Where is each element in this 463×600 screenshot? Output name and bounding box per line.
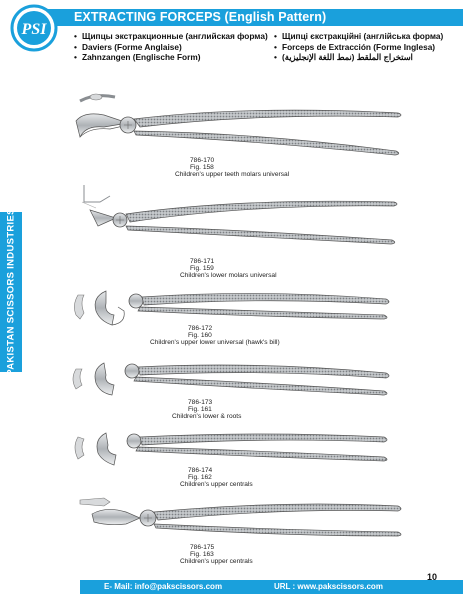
- language-item: • Daviers (Forme Anglaise): [74, 41, 182, 52]
- page-number: 10: [427, 572, 438, 582]
- side-tab-label: PAKISTAN SCISSORS INDUSTRIES: [5, 208, 17, 376]
- product-fig: Fig. 162: [188, 474, 212, 481]
- footer-url[interactable]: URL : www.pakscissors.com: [274, 582, 383, 591]
- forceps-image: [0, 85, 463, 185]
- product-item: [0, 355, 463, 430]
- product-description: Children's upper teeth molars universal: [175, 171, 290, 178]
- language-item: • Zahnzangen (Englische Form): [74, 52, 201, 62]
- svg-text:PSI: PSI: [21, 21, 47, 38]
- product-item: [0, 425, 463, 495]
- product-item: [0, 85, 463, 185]
- product-code: 786-171: [190, 258, 215, 265]
- product-code: 786-175: [190, 544, 215, 551]
- language-item: • Щипцы экстракционные (английская форма): [74, 31, 268, 41]
- footer-email[interactable]: E- Mail: info@pakscissors.com: [104, 582, 223, 591]
- product-description: Children's upper centrals: [180, 481, 253, 488]
- product-item: [0, 180, 463, 280]
- header: [0, 0, 463, 62]
- product-description: Children's lower & roots: [172, 413, 242, 420]
- product-fig: Fig. 161: [188, 406, 212, 413]
- page-title: EXTRACTING FORCEPS (English Pattern): [74, 10, 327, 24]
- product-description: Children's upper lower universal (hawk's bill): [150, 339, 280, 346]
- product-code: 786-172: [188, 325, 213, 332]
- product-item: [0, 492, 463, 572]
- product-code: 786-170: [190, 157, 215, 164]
- language-list: [74, 31, 454, 63]
- language-item: • Щипці єкстракційні (англійська форма): [274, 31, 444, 41]
- product-fig: Fig. 160: [188, 332, 212, 339]
- product-code: 786-173: [188, 399, 213, 406]
- language-item: • استخراج الملقط (نمط اللغة الإنجليزية): [274, 52, 413, 62]
- forceps-image: [0, 180, 463, 280]
- product-fig: Fig. 163: [190, 551, 214, 558]
- psi-logo: [10, 4, 58, 52]
- product-description: Children's lower molars universal: [180, 272, 277, 279]
- product-code: 786-174: [188, 467, 213, 474]
- product-fig: Fig. 158: [190, 164, 214, 171]
- product-fig: Fig. 159: [190, 265, 214, 272]
- language-item: • Forceps de Extracción (Forme Inglesa): [274, 41, 436, 52]
- product-description: Children's upper centrals: [180, 558, 253, 565]
